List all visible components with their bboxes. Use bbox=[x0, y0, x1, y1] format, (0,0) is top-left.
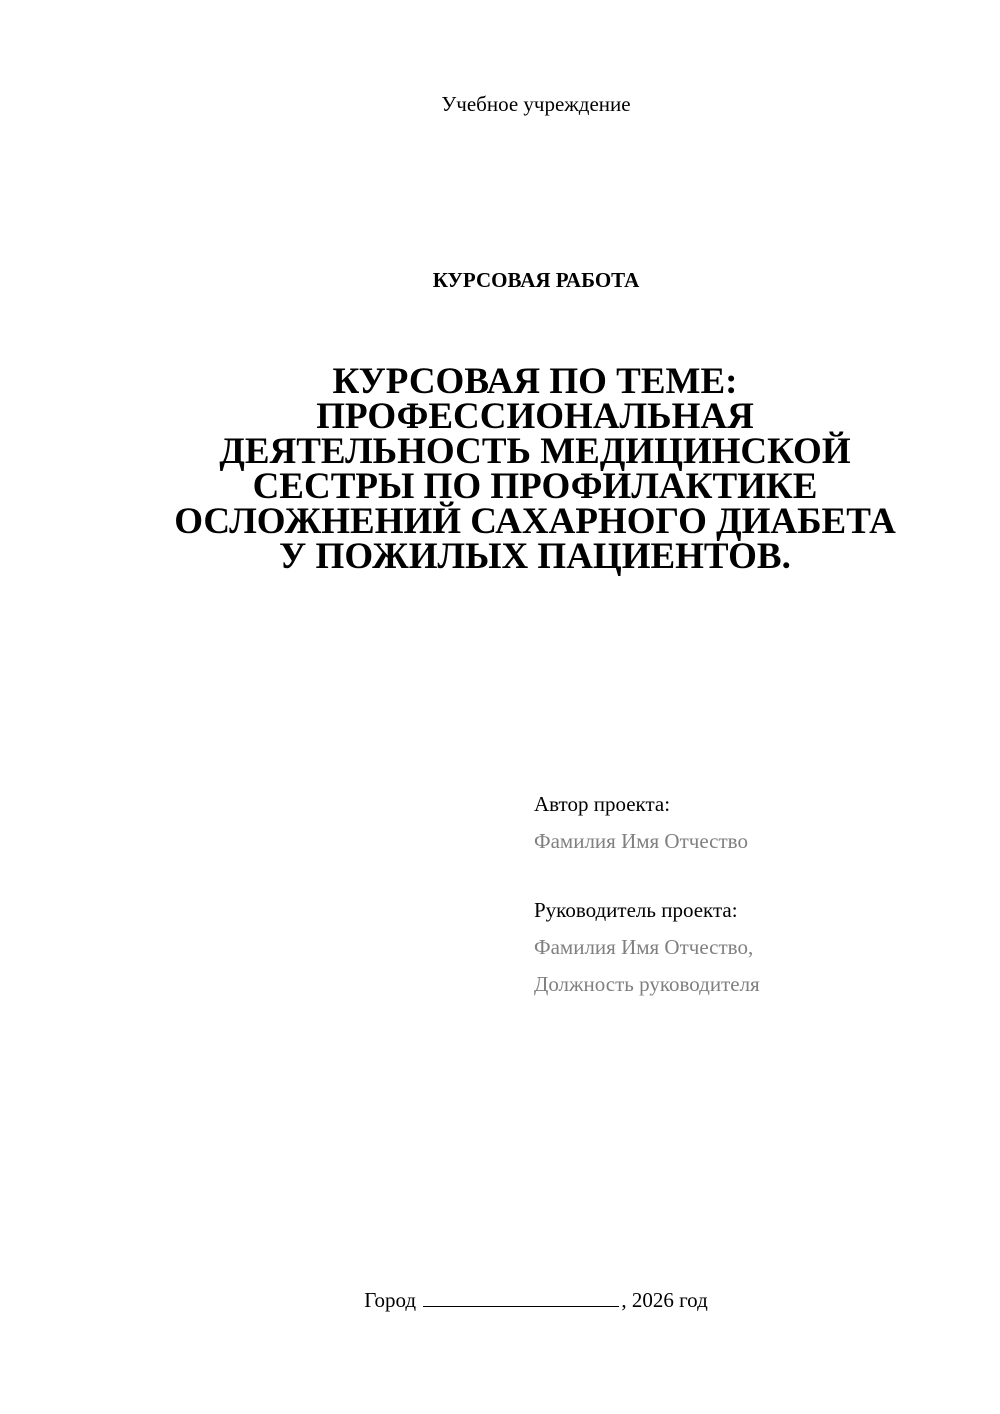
title-line: ОСЛОЖНЕНИЙ САХАРНОГО ДИАБЕТА bbox=[174, 501, 896, 542]
city-label: Город bbox=[364, 1288, 417, 1312]
author-label: Автор проекта: bbox=[534, 792, 671, 816]
year-text: , 2026 год bbox=[621, 1288, 708, 1312]
document-type: КУРСОВАЯ РАБОТА bbox=[432, 268, 640, 292]
document-title bbox=[120, 361, 950, 577]
footer-city-year bbox=[0, 1288, 1000, 1313]
title-line: У ПОЖИЛЫХ ПАЦИЕНТОВ. bbox=[279, 536, 791, 577]
supervisor-label: Руководитель проекта: bbox=[534, 898, 738, 922]
title-line: КУРСОВАЯ ПО ТЕМЕ: bbox=[332, 361, 738, 402]
city-blank-line bbox=[423, 1288, 619, 1307]
supervisor-name: Фамилия Имя Отчество, bbox=[534, 935, 754, 959]
author-name: Фамилия Имя Отчество bbox=[534, 829, 748, 853]
supervisor-position: Должность руководителя bbox=[534, 972, 760, 996]
title-line: ДЕЯТЕЛЬНОСТЬ МЕДИЦИНСКОЙ bbox=[219, 431, 851, 472]
author-block bbox=[534, 786, 974, 860]
institution-name: Учебное учреждение bbox=[441, 92, 631, 116]
supervisor-block bbox=[534, 892, 974, 1003]
title-line: ПРОФЕССИОНАЛЬНАЯ bbox=[316, 396, 754, 437]
title-line: СЕСТРЫ ПО ПРОФИЛАКТИКЕ bbox=[252, 466, 818, 507]
